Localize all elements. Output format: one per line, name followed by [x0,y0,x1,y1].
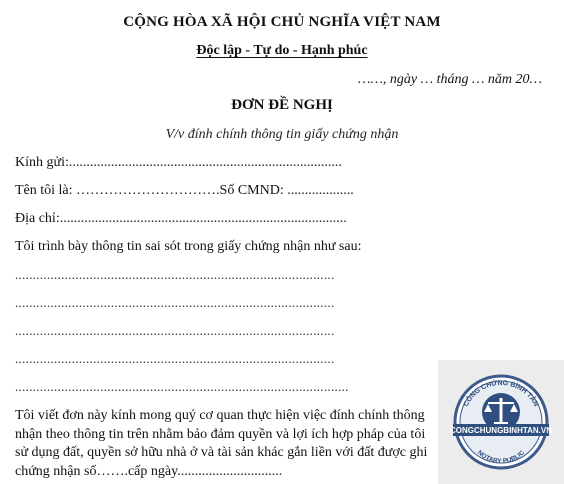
blank-line: .......................................................................................... [15,351,335,366]
intro-text: Tôi trình bày thông tin sai sót trong giấy chứng nhận như sau: [15,239,362,254]
national-motto [0,43,564,59]
blank-line: .......................................................................................... [15,267,335,282]
stamp-bottom-text: NOTARY PUBLIC [475,449,527,466]
document-title: ĐƠN ĐỀ NGHỊ [231,97,333,113]
paragraph-line: chứng nhận số…….cấp ngày.............................. [15,463,283,479]
blank-line: .......................................................................................... [15,295,335,310]
recipient-field: Kính gửi:.............................................................................. [15,155,342,170]
blank-line: .......................................................................................... [15,323,335,338]
document-subtitle: V/v đính chính thông tin giấy chứng nhận [165,127,399,142]
paragraph-line: Tôi viết đơn này kính mong quý cơ quan thực hiện việc đính chính thông [15,408,425,423]
paragraph-line: sử dụng đất, quyền sở hữu nhà ở và tài sản khác gắn liền với đất được ghi [15,445,428,460]
blank-line: .............................................................................................. [15,379,349,394]
address-field: Địa chỉ:.................................................................................. [15,211,347,226]
nation-heading: CỘNG HÒA XÃ HỘI CHỦ NGHĨA VIỆT NAM [123,14,441,30]
name-id-field: Tên tôi là: ………………………….Số CMND: ................... [15,183,354,198]
paragraph-line: nhận theo thông tin trên nhằm bảo đảm quyền và lợi ích hợp pháp của tôi [15,426,426,442]
stamp-top-text: CÔNG CHỨNG BÌNH TÂN [462,379,540,408]
national-motto-text: Độc lập - Tự do - Hạnh phúc [196,43,368,58]
date-line: ……, ngày … tháng … năm 20… [358,72,542,87]
stamp-banner-text: CONGCHUNGBINHTAN.VN [449,426,553,435]
notary-stamp-logo [438,360,564,484]
